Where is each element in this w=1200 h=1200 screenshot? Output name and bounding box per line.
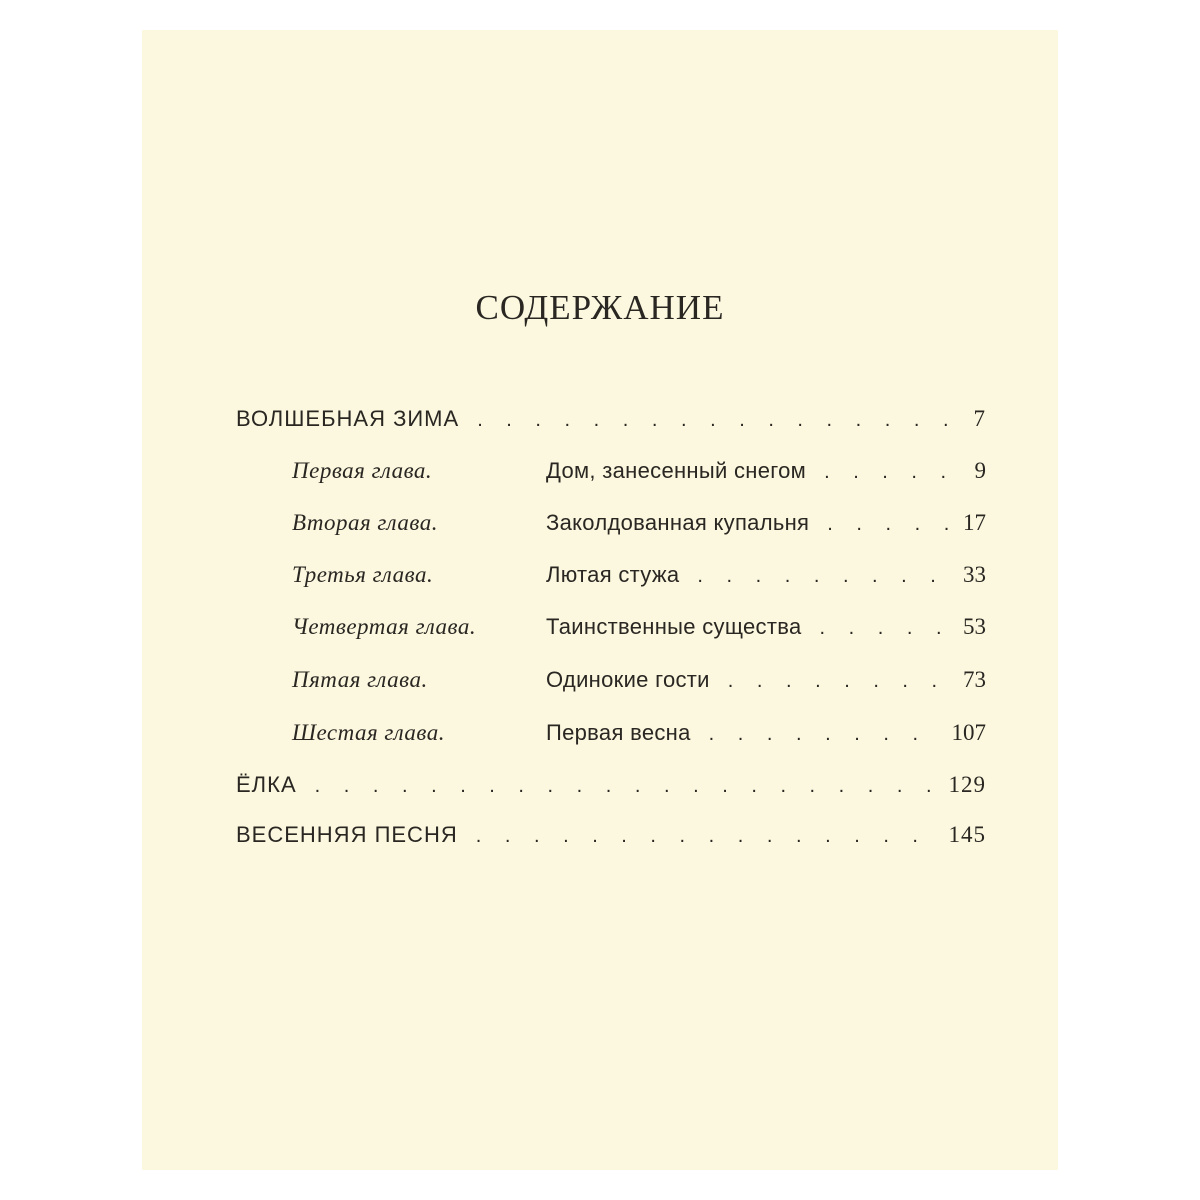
dot-leader [709,723,942,746]
toc-chapter-entry [292,562,986,588]
dot-leader [697,565,953,588]
contents-heading: СОДЕРЖАНИЕ [475,288,725,327]
book-page [142,30,1058,1170]
chapter-label: Четвертая глава. [292,614,477,639]
chapter-label: Шестая глава. [292,720,445,745]
page-number: 129 [948,772,986,797]
dot-leader [315,775,939,798]
part-title: ВЕСЕННЯЯ ПЕСНЯ [236,822,458,847]
chapter-label: Вторая глава. [292,510,438,535]
page-number: 145 [948,822,986,847]
toc-chapter-entry [292,720,986,746]
dot-leader [824,461,956,484]
dot-leader [476,825,939,848]
dot-leader [827,513,953,536]
chapter-title: Первая весна [546,720,691,745]
page-number: 17 [963,510,986,535]
toc-chapter-entry [292,667,986,693]
chapter-label: Первая глава. [292,458,433,483]
toc-part-entry [236,406,986,432]
part-title: ВОЛШЕБНАЯ ЗИМА [236,406,460,431]
chapter-title: Таинственные существа [546,614,802,639]
page-number: 33 [963,562,986,587]
chapter-title: Лютая стужа [546,562,680,587]
part-title: ЁЛКА [236,772,297,797]
toc-part-entry [236,772,986,798]
page-number: 53 [963,614,986,639]
chapter-title: Заколдованная купальня [546,510,810,535]
toc-chapter-entry [292,458,986,484]
toc-part-entry [236,822,986,848]
page-number: 73 [963,667,986,692]
page-number: 7 [973,406,986,431]
toc-chapter-entry [292,614,986,640]
chapter-label: Пятая глава. [292,667,428,692]
dot-leader [819,617,953,640]
toc-chapter-entry [292,510,986,536]
chapter-title: Дом, занесенный снегом [546,458,807,483]
page-number: 107 [951,720,986,745]
chapter-label: Третья глава. [292,562,434,587]
dot-leader [728,670,953,693]
chapter-title: Одинокие гости [546,667,710,692]
page-number: 9 [974,458,986,483]
dot-leader [477,409,956,432]
